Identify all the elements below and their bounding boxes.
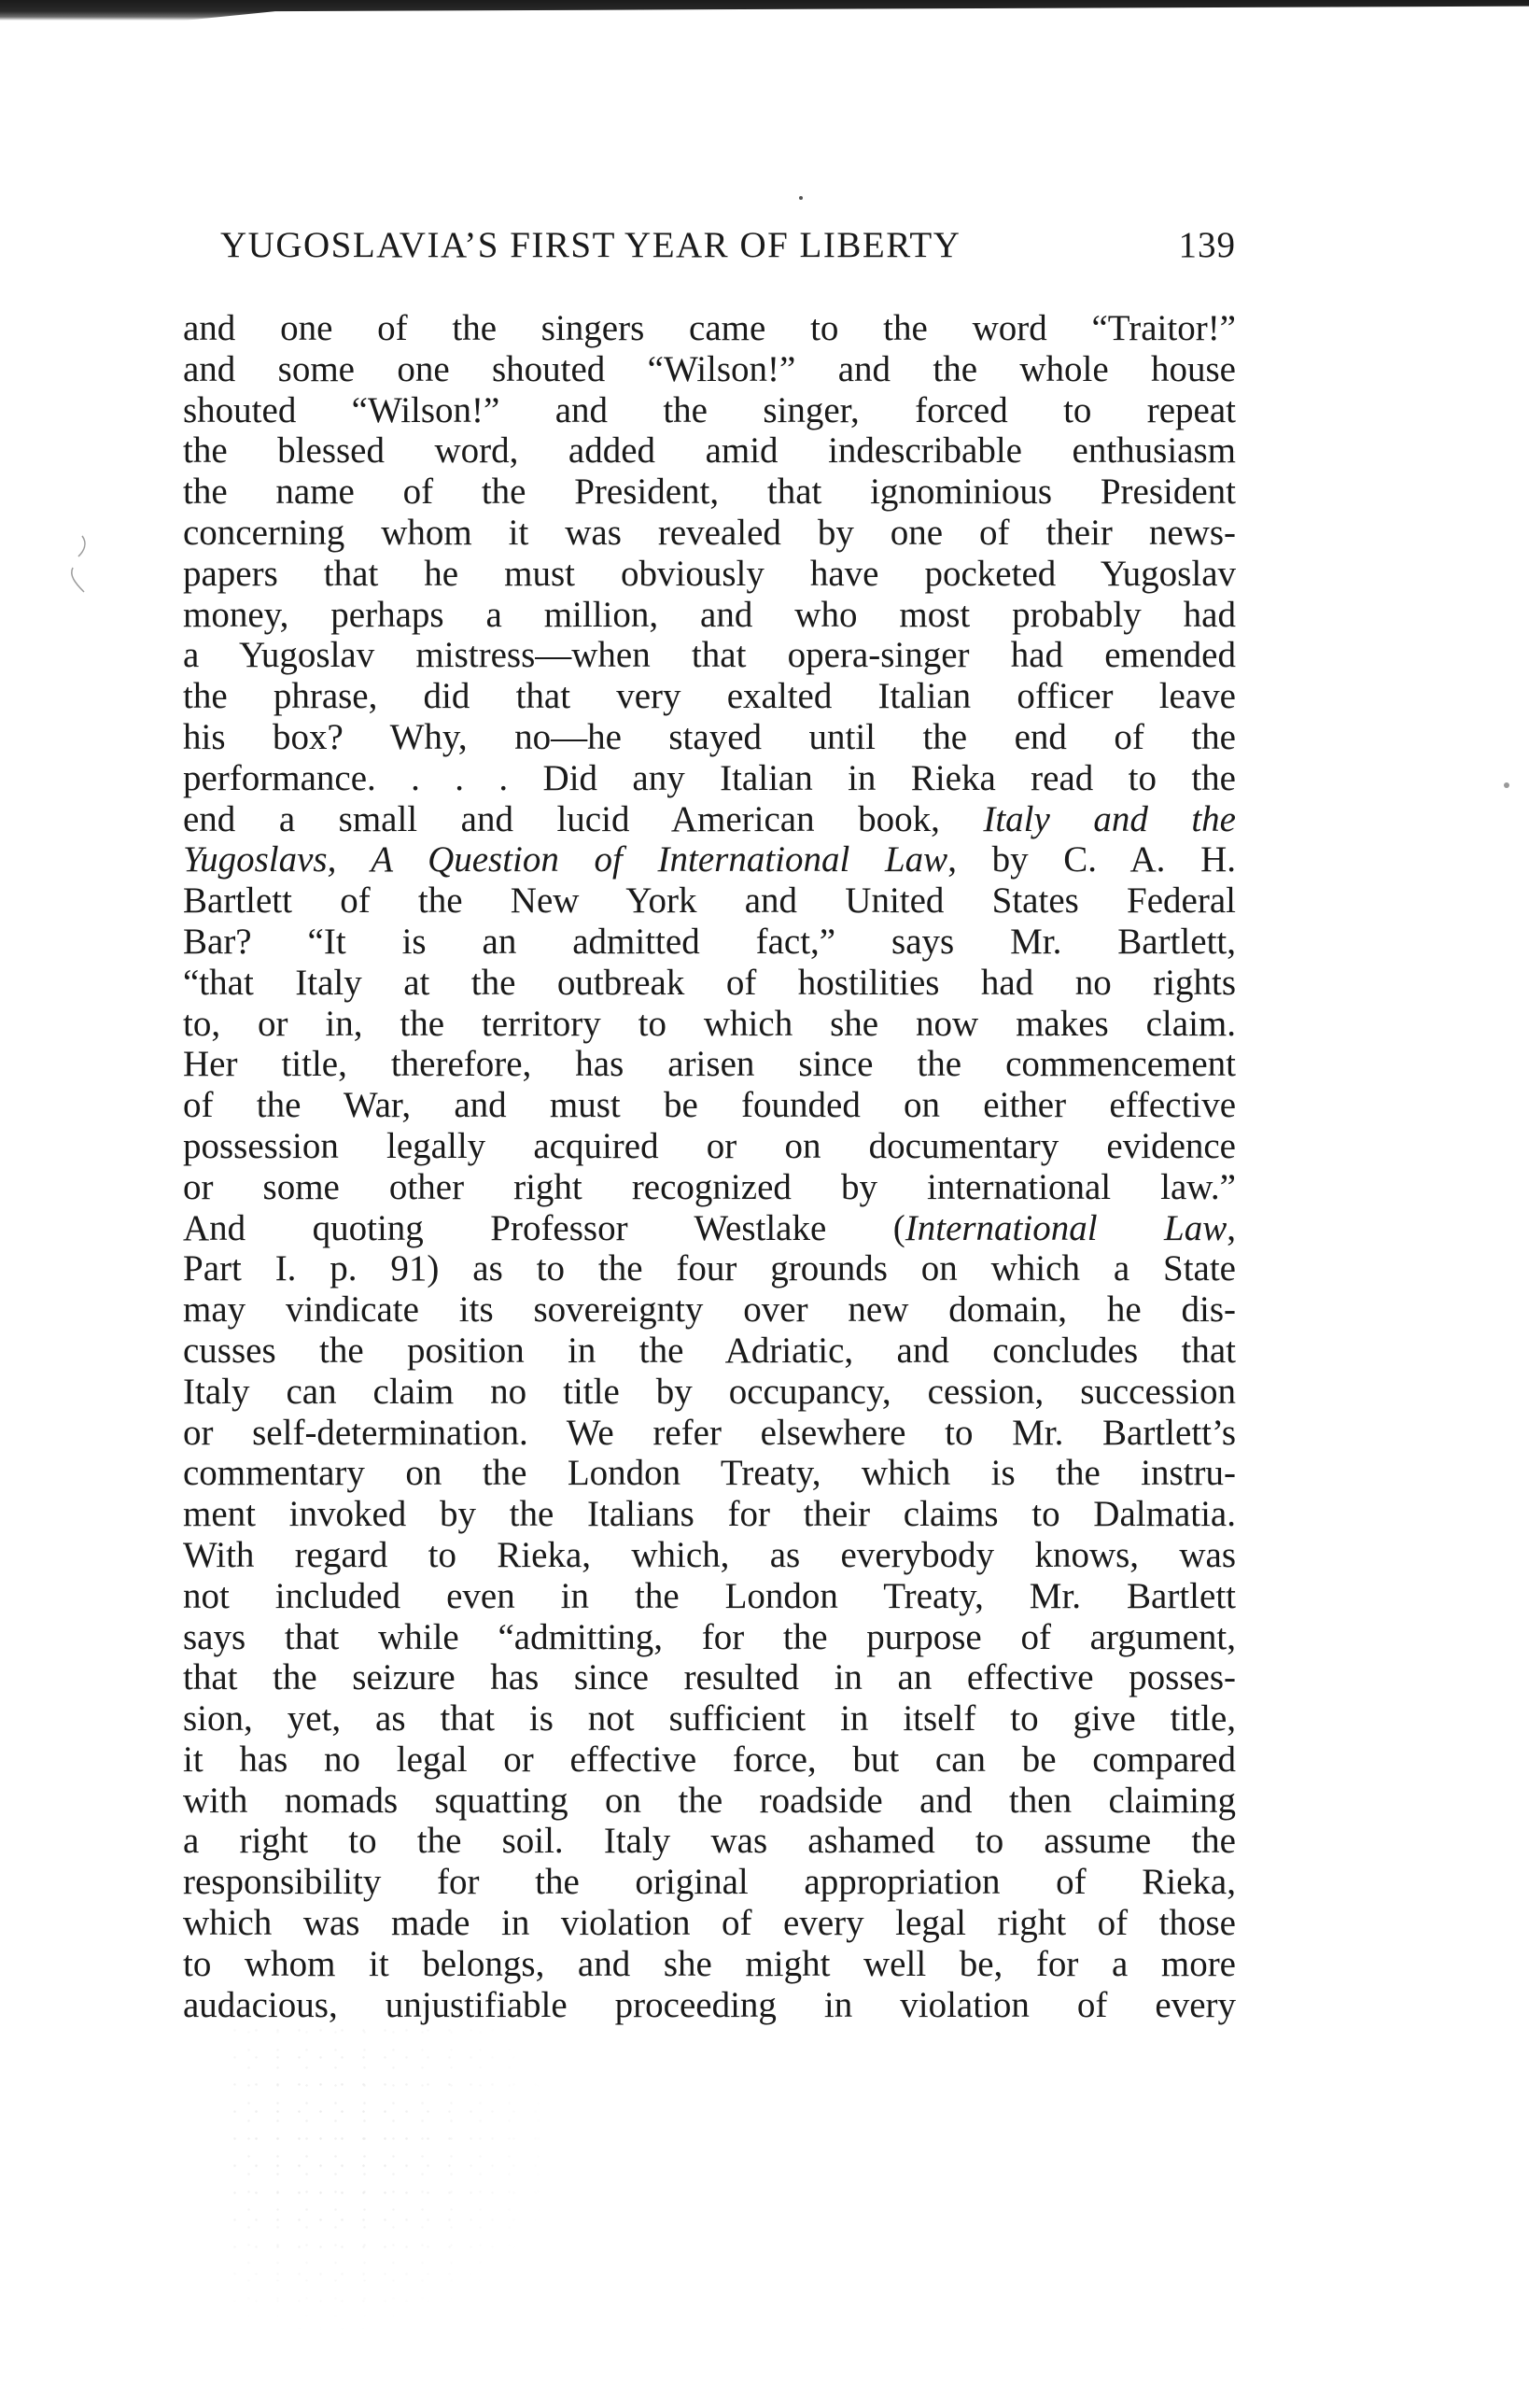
text-line: ment invoked by the Italians for their claims to Dalmatia. bbox=[183, 1494, 1236, 1535]
text-line: says that while “admitting, for the purpose of argument, bbox=[183, 1616, 1236, 1657]
text-line: a right to the soil. Italy was ashamed to assume the bbox=[183, 1821, 1236, 1862]
text-line: Her title, therefore, has arisen since the commencement bbox=[183, 1044, 1236, 1085]
margin-pencil-mark bbox=[65, 534, 93, 599]
text-line: the blessed word, added amid indescribable enthusiasm bbox=[183, 430, 1236, 472]
text-line: the name of the President, that ignominious President bbox=[183, 472, 1236, 513]
pencil-mark-icon bbox=[65, 534, 93, 599]
text-line: to, or in, the territory to which she now makes claim. bbox=[183, 1003, 1236, 1044]
text-line: papers that he must obviously have pocketed Yugoslav bbox=[183, 553, 1236, 594]
margin-dot bbox=[1504, 782, 1509, 788]
text-line: or some other right recognized by international law.” bbox=[183, 1166, 1236, 1207]
text-line: sion, yet, as that is not sufficient in itself to give title, bbox=[183, 1698, 1236, 1739]
text-line: and some one shouted “Wilson!” and the whole house bbox=[183, 348, 1236, 389]
text-line: and one of the singers came to the word “Traitor!” bbox=[183, 308, 1236, 348]
text-line: which was made in violation of every legal right of those bbox=[183, 1903, 1236, 1944]
text-line: end a small and lucid American book, Italy and the bbox=[183, 798, 1236, 839]
text-line: may vindicate its sovereignty over new domain, he dis- bbox=[183, 1289, 1236, 1331]
text-line: Bar? “It is an admitted fact,” says Mr. Bartlett, bbox=[183, 921, 1236, 962]
text-line: audacious, unjustifiable proceeding in violation of every bbox=[183, 1984, 1236, 2025]
text-line: with nomads squatting on the roadside and then claiming bbox=[183, 1780, 1236, 1821]
text-line: Yugoslavs, A Question of International Law, by C. A. H. bbox=[183, 839, 1236, 880]
ink-speck bbox=[799, 196, 803, 200]
text-line: money, perhaps a million, and who most probably had bbox=[183, 594, 1236, 635]
text-line: performance. . . . Did any Italian in Rieka read to the bbox=[183, 757, 1236, 798]
text-line: the phrase, did that very exalted Italian officer leave bbox=[183, 676, 1236, 717]
text-line: of the War, and must be founded on either effective bbox=[183, 1085, 1236, 1126]
text-line: his box? Why, no—he stayed until the end of the bbox=[183, 716, 1236, 757]
text-line: Bartlett of the New York and United States Federal bbox=[183, 880, 1236, 922]
top-scan-edge bbox=[0, 0, 1529, 21]
running-head bbox=[220, 224, 1236, 280]
text-line: or self-determination. We refer elsewhere to Mr. Bartlett’s bbox=[183, 1412, 1236, 1453]
text-line: not included even in the London Treaty, Mr. Bartlett bbox=[183, 1575, 1236, 1616]
running-head-title: YUGOSLAVIA’S FIRST YEAR OF LIBERTY bbox=[220, 225, 961, 265]
page-number: 139 bbox=[1178, 225, 1236, 265]
text-line: cusses the position in the Adriatic, and concludes that bbox=[183, 1330, 1236, 1371]
text-line: possession legally acquired or on documentary evidence bbox=[183, 1125, 1236, 1166]
body-text bbox=[183, 308, 1236, 2025]
text-line: responsibility for the original appropriation of Rieka, bbox=[183, 1862, 1236, 1903]
text-line: it has no legal or effective force, but can be compared bbox=[183, 1739, 1236, 1780]
text-line: concerning whom it was revealed by one of their news- bbox=[183, 512, 1236, 553]
paper-specks bbox=[224, 2017, 560, 2334]
text-line: Part I. p. 91) as to the four grounds on which a State bbox=[183, 1248, 1236, 1289]
text-line: “that Italy at the outbreak of hostilities had no rights bbox=[183, 962, 1236, 1003]
text-line: a Yugoslav mistress—when that opera-singer had emended bbox=[183, 635, 1236, 676]
text-line: that the seizure has since resulted in an effective posses- bbox=[183, 1657, 1236, 1698]
text-line: And quoting Professor Westlake (International Law, bbox=[183, 1207, 1236, 1248]
text-line: commentary on the London Treaty, which is the instru- bbox=[183, 1453, 1236, 1494]
text-line: With regard to Rieka, which, as everybody knows, was bbox=[183, 1534, 1236, 1575]
text-line: to whom it belongs, and she might well be, for a more bbox=[183, 1943, 1236, 1984]
text-line: Italy can claim no title by occupancy, cession, succession bbox=[183, 1371, 1236, 1412]
text-line: shouted “Wilson!” and the singer, forced to repeat bbox=[183, 389, 1236, 430]
